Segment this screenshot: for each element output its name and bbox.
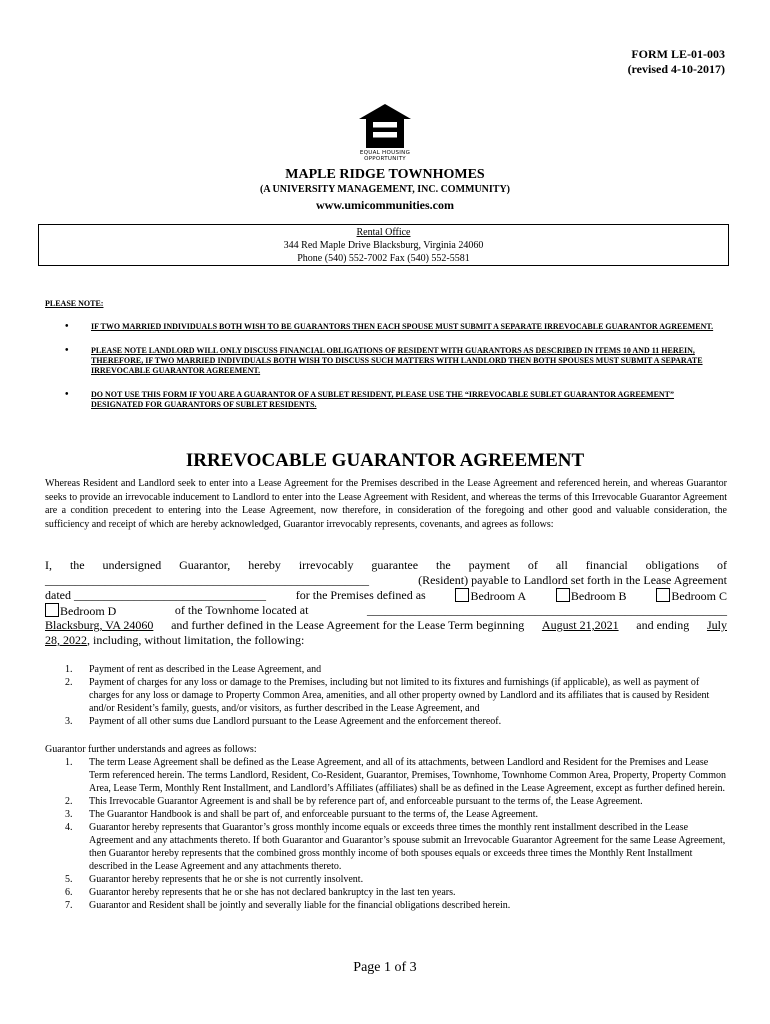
community-subtitle: (A UNIVERSITY MANAGEMENT, INC. COMMUNITY)	[260, 184, 510, 195]
list-item: 2. This Irrevocable Guarantor Agreement is and shall be by reference part of, and enforceable pursuant to the terms of, the Lease Agreement.	[65, 796, 643, 807]
guarantee-line-1: I, the undersigned Guarantor, hereby irrevocably guarantee the payment of all financial obligations of	[45, 558, 727, 572]
obligations-list	[45, 663, 727, 728]
lease-end-date-part1: July	[706, 618, 727, 632]
bullet-icon: •	[65, 321, 69, 332]
logo-caption: EQUAL HOUSING OPPORTUNITY	[359, 150, 411, 162]
bedroom-c-option[interactable]: Bedroom C	[656, 588, 727, 603]
list-item: 1. The term Lease Agreement shall be defined as the Lease Agreement, and all of its attachments, between Landlord and Resident for the Premises and Lease Term referenced herein. The terms Landlord, Resident, Co-Resident, Guarantor, Premises, Townhome, Townhome Common Area, Property, Property Common Area, Lease Term, Monthly Rent Installment, and Landlord’s Affiliates (affiliates) shall be as defined in the Lease Agreement, except as further defined herein.	[65, 757, 726, 794]
bedroom-d-option[interactable]: Bedroom D	[45, 603, 116, 618]
office-title: Rental Office	[356, 227, 411, 238]
guarantee-line-4: Bedroom D of the Townhome located at ____________________________________________________________	[45, 603, 727, 618]
terms-list	[45, 756, 727, 912]
please-note-section	[45, 299, 725, 424]
rental-office-box	[38, 224, 729, 266]
note-item: • DO NOT USE THIS FORM IF YOU ARE A GUARANTOR OF A SUBLET RESIDENT, PLEASE USE THE “IRREVOCABLE SUBLET GUARANTOR AGREEMENT” DESIGNATED FOR GUARANTORS OF SUBLET RESIDENTS.	[65, 389, 675, 409]
equal-housing-logo	[353, 103, 417, 162]
community-name: MAPLE RIDGE TOWNHOMES	[285, 167, 485, 182]
note-item: • PLEASE NOTE LANDLORD WILL ONLY DISCUSS FINANCIAL OBLIGATIONS OF RESIDENT WITH GUARANTORS AS DESCRIBED IN ITEMS 10 AND 11 HEREIN, THEREFORE, IF TWO MARRIED INDIVIDUALS BOTH WISH TO DISCUSS SUCH MATTERS WITH LANDLORD THEN BOTH SPOUSES MUST SUBMIT A SEPARATE IRREVOCABLE GUARANTOR AGREEMENT.	[65, 345, 703, 375]
list-item: 4. Guarantor hereby represents that Guarantor’s gross monthly income equals or exceeds three times the monthly rent installment described in the Lease Agreement and any attachments thereto. If both Guarantor and Guarantor’s spouse submit an Irrevocable Guarantor Agreement for the same Lease Agreement, then Guarantor hereby represents that the combined gross monthly income of both spouses equals or exceeds three times the Monthly Rent Installment described in the Lease Agreement and any attachments thereto.	[65, 822, 726, 872]
form-number: FORM LE-01-003	[631, 47, 725, 61]
bedroom-d-checkbox[interactable]	[45, 603, 59, 617]
list-item: 5. Guarantor hereby represents that he or she is not currently insolvent.	[65, 874, 364, 885]
lease-date-field[interactable]: ________________________________	[74, 588, 266, 602]
guarantee-line-2: ______________________________________________________ (Resident) payable to Landlord set forth in the Lease Agreement	[45, 573, 727, 587]
office-address: 344 Red Maple Drive Blacksburg, Virginia 24060	[283, 240, 484, 251]
list-item: 1. Payment of rent as described in the Lease Agreement, and	[65, 664, 322, 675]
office-phone: Phone (540) 552-7002 Fax (540) 552-5581	[297, 253, 470, 264]
list-item: 3. Payment of all other sums due Landlord pursuant to the Lease Agreement and the enforcement thereof.	[65, 716, 502, 727]
bullet-icon: •	[65, 389, 69, 400]
list-item: 6. Guarantor hereby represents that he or she has not declared bankruptcy in the last ten years.	[65, 887, 456, 898]
bedroom-b-option[interactable]: Bedroom B	[556, 588, 627, 603]
resident-name-field[interactable]: ______________________________________________________	[45, 573, 369, 587]
lease-end-date-part2: 28, 2022	[45, 633, 87, 647]
bedroom-b-checkbox[interactable]	[556, 588, 570, 602]
list-item: 7. Guarantor and Resident shall be jointly and severally liable for the financial obligations described herein.	[65, 900, 511, 911]
agreement-intro: Whereas Resident and Landlord seek to enter into a Lease Agreement for the Premises described in the Lease Agreement and referenced herein, and whereas Guarantor seeks to provide an irrevocable inducement to Landlord to enter into the Lease Agreement with Resident, and whereas the terms of this Irrevocable Guarantor Agreement are a condition precedent to entering into the Lease Agreement, now therefore, in consideration of the foregoing and other good and valuable consideration, the sufficiency and receipt of which are hereby acknowledged, Guarantor irrevocably represents, covenants, and agrees as follows:	[45, 478, 727, 530]
page-number: Page 1 of 3	[353, 960, 417, 975]
bedroom-a-option[interactable]: Bedroom A	[455, 588, 526, 603]
guarantee-line-3: dated ________________________________ for the Premises defined as Bedroom A Bedroom B Bedroom C	[45, 588, 727, 603]
organization-header	[0, 166, 770, 213]
bedroom-a-checkbox[interactable]	[455, 588, 469, 602]
notes-header: PLEASE NOTE:	[45, 299, 104, 308]
agreement-title: IRREVOCABLE GUARANTOR AGREEMENT	[185, 450, 585, 471]
lease-start-date: August 21,2021	[541, 618, 619, 632]
location-text: Blacksburg, VA 24060	[45, 618, 154, 632]
equal-housing-icon	[359, 103, 411, 149]
further-intro: Guarantor further understands and agrees as follows:	[45, 744, 257, 755]
note-item: • IF TWO MARRIED INDIVIDUALS BOTH WISH TO BE GUARANTORS THEN EACH SPOUSE MUST SUBMIT A SEPARATE IRREVOCABLE GUARANTOR AGREEMENT.	[65, 321, 714, 332]
guarantee-line-5: Blacksburg, VA 24060 and further defined in the Lease Agreement for the Lease Term beginning August 21,2021 and ending July	[45, 618, 727, 632]
bullet-icon: •	[65, 345, 69, 356]
bedroom-c-checkbox[interactable]	[656, 588, 670, 602]
list-item: 3. The Guarantor Handbook is and shall be part of, and enforceable pursuant to the terms of, the Lease Agreement.	[65, 809, 539, 820]
list-item: 2. Payment of charges for any loss or damage to the Premises, including but not limited to its fixtures and furnishings (if applicable), as well as payment of charges for any loss or damage to Property Common Area, amenities, and all other property owned by Landlord and its affiliates that is caused by Resident and/or Resident’s family, guests, and/or visitors, as further described in the Lease Agreement, and	[65, 677, 710, 714]
form-revision: (revised 4-10-2017)	[627, 62, 725, 76]
guarantee-clause	[45, 558, 727, 648]
townhome-address-field[interactable]: ____________________________________________________________	[367, 603, 727, 617]
guarantee-line-6: 28, 2022, including, without limitation, the following:	[45, 633, 305, 647]
form-identifier	[628, 47, 725, 77]
website-link[interactable]: www.umicommunities.com	[316, 198, 454, 212]
notes-list	[45, 322, 725, 410]
